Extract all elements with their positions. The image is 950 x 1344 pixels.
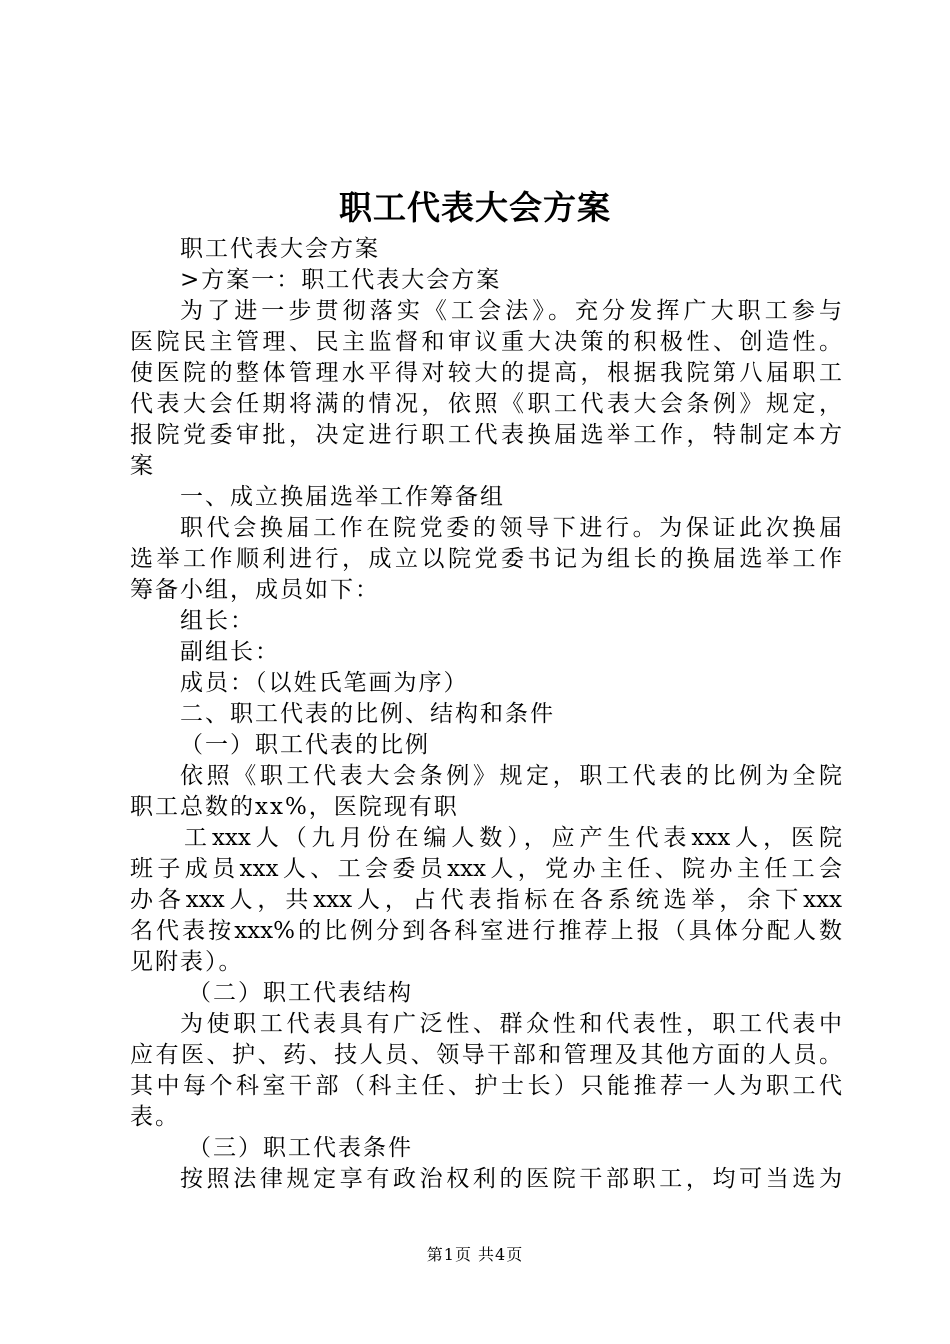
paragraph-line: 使医院的整体管理水平得对较大的提高，根据我院第八届职工 (130, 360, 842, 386)
paragraph-line: 办各xxx人，共xxx人，占代表指标在各系统选举，余下xxx (130, 887, 842, 913)
paragraph-line: 筹备小组，成员如下： (130, 577, 380, 603)
paragraph-line: 案 (130, 453, 155, 479)
paragraph-line: 报院党委审批，决定进行职工代表换届选举工作，特制定本方 (130, 422, 842, 448)
document-title: 职工代表大会方案 (339, 188, 611, 227)
section-heading: 二、职工代表的比例、结构和条件 (180, 701, 555, 727)
subsection-heading: （三）职工代表条件 (188, 1135, 413, 1161)
document-body (130, 234, 842, 1195)
paragraph-line: 职工总数的xx%，医院现有职 (130, 794, 459, 820)
paragraph-line: 班子成员xxx人、工会委员xxx人，党办主任、院办主任工会 (130, 856, 842, 882)
paragraph-line: 表。 (130, 1104, 180, 1130)
subsection-heading: （一）职工代表的比例 (180, 732, 430, 758)
paragraph-line: 代表大会任期将满的情况，依照《职工代表大会条例》规定， (130, 391, 842, 417)
paragraph-line: 名代表按xxx%的比例分到各科室进行推荐上报（具体分配人数 (130, 918, 842, 944)
paragraph-line: 选举工作顺利进行，成立以院党委书记为组长的换届选举工作 (130, 546, 842, 572)
section-heading: 一、成立换届选举工作筹备组 (180, 484, 505, 510)
subsection-heading: （二）职工代表结构 (188, 980, 413, 1006)
paragraph-line: 为了进一步贯彻落实《工会法》。充分发挥广大职工参与 (180, 298, 842, 324)
member-role-line: 成员：（以姓氏笔画为序） (180, 670, 469, 696)
subtitle-line: 职工代表大会方案 (180, 236, 380, 262)
paragraph-line: 其中每个科室干部（科主任、护士长）只能推荐一人为职工代 (130, 1073, 842, 1099)
member-role-line: 组长： (180, 608, 255, 634)
paragraph-line: 职代会换届工作在院党委的领导下进行。为保证此次换届 (180, 515, 842, 541)
paragraph-line: 工xxx人（九月份在编人数），应产生代表xxx人，医院 (184, 825, 842, 851)
page-number-footer: 第1页 共4页 (426, 1245, 524, 1264)
paragraph-line: 按照法律规定享有政治权利的医院干部职工，均可当选为 (180, 1166, 842, 1192)
paragraph-line: 应有医、护、药、技人员、领导干部和管理及其他方面的人员。 (130, 1042, 842, 1068)
paragraph-line: 见附表）。 (130, 949, 244, 975)
paragraph-line: 医院民主管理、民主监督和审议重大决策的积极性、创造性。 (130, 329, 842, 355)
member-role-line: 副组长： (180, 639, 280, 665)
paragraph-line: 为使职工代表具有广泛性、群众性和代表性，职工代表中 (180, 1011, 842, 1037)
paragraph-line: 依照《职工代表大会条例》规定，职工代表的比例为全院 (180, 763, 842, 789)
scheme-heading: >方案一：职工代表大会方案 (180, 267, 502, 293)
